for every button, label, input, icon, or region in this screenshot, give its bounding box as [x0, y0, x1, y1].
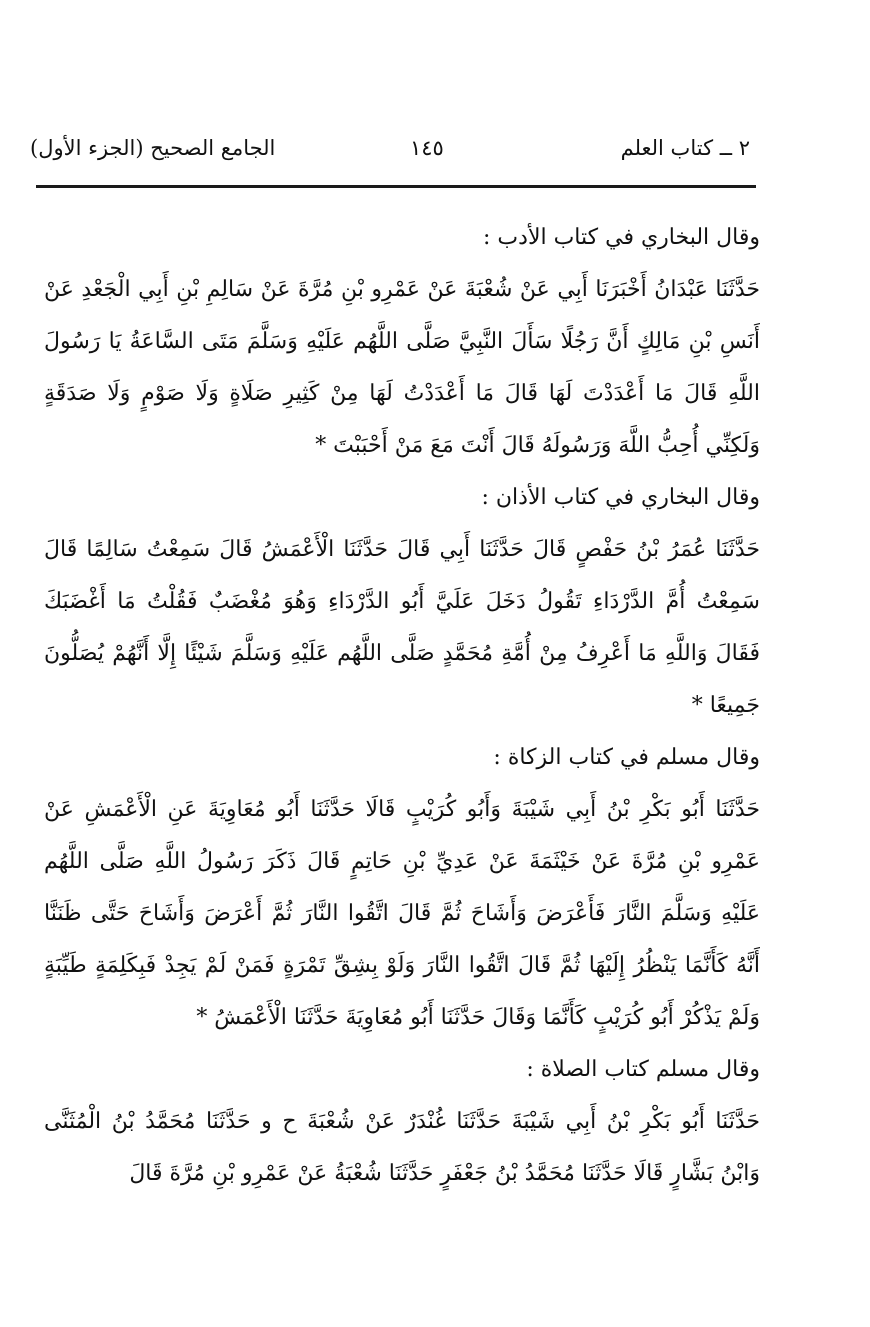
text-line: حَدَّثَنَا أَبُو بَكْرِ بْنُ أَبِي شَيْبَةَ وَأَبُو كُرَيْبٍ قَالَا حَدَّثَنَا أَبُو مُعَاوِيَةَ عَنِ الْأَعْمَشِ عَنْ	[44, 797, 760, 822]
text-line: حَدَّثَنَا عَبْدَانُ أَخْبَرَنَا أَبِي عَنْ شُعْبَةَ عَنْ عَمْرِو بْنِ مُرَّةَ عَنْ سَالِمِ بْنِ أَبِي الْجَعْدِ عَنْ	[44, 277, 760, 302]
text-line: وَلَكِنِّي أُحِبُّ اللَّهَ وَرَسُولَهُ قَالَ أَنْتَ مَعَ مَنْ أَحْبَبْتَ *	[315, 433, 760, 458]
section-heading: وقال مسلم كتاب الصلاة :	[526, 1057, 760, 1082]
section-heading: وقال مسلم في كتاب الزكاة :	[493, 745, 760, 770]
header-rule	[36, 185, 756, 188]
section-heading: وقال البخاري في كتاب الأذان :	[481, 485, 760, 510]
text-line: حَدَّثَنَا أَبُو بَكْرِ بْنُ أَبِي شَيْبَةَ حَدَّثَنَا غُنْدَرٌ عَنْ شُعْبَةَ ح و حَدَّثَنَا مُحَمَّدُ بْنُ الْمُثَنَّى	[44, 1109, 760, 1134]
page-number: ١٤٥	[410, 136, 444, 160]
section-heading: وقال البخاري في كتاب الأدب :	[483, 225, 760, 250]
text-line: وَابْنُ بَشَّارٍ قَالَا حَدَّثَنَا مُحَمَّدُ بْنُ جَعْفَرٍ حَدَّثَنَا شُعْبَةُ عَنْ عَمْرِو بْنِ مُرَّةَ قَالَ	[129, 1161, 760, 1186]
text-line: عَمْرِو بْنِ مُرَّةَ عَنْ خَيْثَمَةَ عَنْ عَدِيِّ بْنِ حَاتِمٍ قَالَ ذَكَرَ رَسُولُ اللَّهِ صَلَّى اللَّهُم	[44, 849, 760, 874]
text-line: وَلَمْ يَذْكُرْ أَبُو كُرَيْبٍ كَأَنَّمَا وَقَالَ حَدَّثَنَا أَبُو مُعَاوِيَةَ حَدَّثَنَا الْأَعْمَشُ *	[196, 1005, 760, 1030]
chapter-title: ٢ ــ كتاب العلم	[620, 136, 750, 160]
body-text	[44, 212, 760, 1200]
book-title: الجامع الصحيح (الجزء الأول)	[30, 136, 276, 160]
running-header	[30, 128, 750, 168]
text-line: سَمِعْتُ أُمَّ الدَّرْدَاءِ تَقُولُ دَخَلَ عَلَيَّ أَبُو الدَّرْدَاءِ وَهُوَ مُغْضَبٌ فَقُلْتُ مَا أَغْضَبَكَ	[44, 589, 760, 614]
text-line: عَلَيْهِ وَسَلَّمَ النَّارَ فَأَعْرَضَ وَأَشَاحَ ثُمَّ قَالَ اتَّقُوا النَّارَ ثُمَّ أَعْرَضَ وَأَشَاحَ حَتَّى ظَنَنَّا	[44, 901, 760, 926]
text-line: أَنَسِ بْنِ مَالِكٍ أَنَّ رَجُلًا سَأَلَ النَّبِيَّ صَلَّى اللَّهُم عَلَيْهِ وَسَلَّمَ مَتَى السَّاعَةُ يَا رَسُولَ	[44, 329, 760, 354]
text-line: اللَّهِ قَالَ مَا أَعْدَدْتَ لَهَا قَالَ مَا أَعْدَدْتُ لَهَا مِنْ كَثِيرِ صَلَاةٍ وَلَا صَوْمٍ وَلَا صَدَقَةٍ	[44, 381, 760, 406]
text-line: جَمِيعًا *	[691, 693, 760, 718]
text-line: أَنَّهُ كَأَنَّمَا يَنْظُرُ إِلَيْهَا ثُمَّ قَالَ اتَّقُوا النَّارَ وَلَوْ بِشِقِّ تَمْرَةٍ فَمَنْ لَمْ يَجِدْ فَبِكَلِمَةٍ طَيِّبَةٍ	[44, 953, 760, 978]
text-line: حَدَّثَنَا عُمَرُ بْنُ حَفْصٍ قَالَ حَدَّثَنَا أَبِي قَالَ حَدَّثَنَا الْأَعْمَشُ قَالَ سَمِعْتُ سَالِمًا قَالَ	[44, 537, 760, 562]
text-line: فَقَالَ وَاللَّهِ مَا أَعْرِفُ مِنْ أُمَّةِ مُحَمَّدٍ صَلَّى اللَّهُم عَلَيْهِ وَسَلَّمَ شَيْئًا إِلَّا أَنَّهُمْ يُصَلُّونَ	[44, 641, 760, 666]
